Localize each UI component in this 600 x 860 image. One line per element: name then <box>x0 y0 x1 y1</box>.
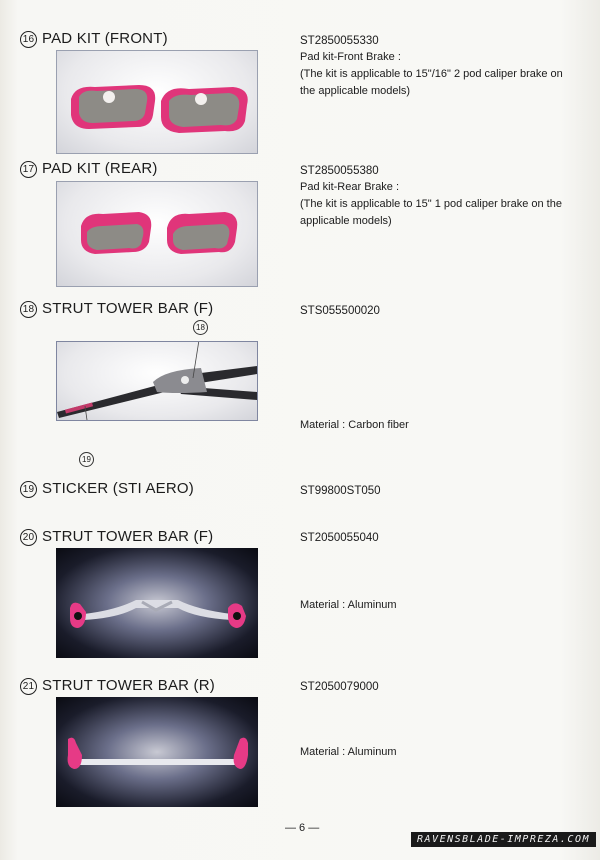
material-note: Material : Aluminum <box>300 599 397 611</box>
item-number: 21 <box>20 678 37 695</box>
strut-bar-image <box>68 738 248 769</box>
aluminum-rear-strut-bar-photo <box>56 697 258 807</box>
item-number: 16 <box>20 31 37 48</box>
item-number: 20 <box>20 529 37 546</box>
aluminum-front-strut-bar-photo <box>56 548 258 658</box>
description-line: (The kit is applicable to 15" 1 pod caliper brake on the <box>300 198 562 210</box>
item-heading-strut-tower-bar-carbon <box>20 300 213 318</box>
strut-bar-image <box>70 600 246 628</box>
brake-pad-image <box>167 212 237 254</box>
item-title: PAD KIT (FRONT) <box>42 30 168 47</box>
description-line: applicable models) <box>300 215 392 227</box>
part-number: ST2850055380 <box>300 165 379 177</box>
item-number: 19 <box>20 481 37 498</box>
brake-pad-image <box>81 212 151 254</box>
item-heading-strut-tower-bar-rear <box>20 677 215 695</box>
item-description <box>300 49 585 100</box>
description-line: Pad kit-Rear Brake : <box>300 181 400 193</box>
material-note: Material : Carbon fiber <box>300 419 409 431</box>
part-number: ST2850055330 <box>300 35 379 47</box>
item-heading-pad-kit-front <box>20 30 168 48</box>
item-heading-sticker <box>20 480 194 498</box>
part-number: ST99800ST050 <box>300 485 381 497</box>
callout-marker: 18 <box>193 320 208 335</box>
item-number: 17 <box>20 161 37 178</box>
description-line: the applicable models) <box>300 85 411 97</box>
strut-bar-image <box>57 366 257 418</box>
item-title: STRUT TOWER BAR (F) <box>42 300 214 317</box>
item-heading-strut-tower-bar-front <box>20 528 213 546</box>
item-title: PAD KIT (REAR) <box>42 160 158 177</box>
description-line: Pad kit-Front Brake : <box>300 51 401 63</box>
part-number: ST2050079000 <box>300 681 379 693</box>
brake-pad-image <box>161 87 248 133</box>
callout-marker: 19 <box>79 452 94 467</box>
page-number: — 6 — <box>285 822 320 834</box>
item-title: STICKER (STI AERO) <box>42 480 194 497</box>
material-note: Material : Aluminum <box>300 746 397 758</box>
carbon-strut-bar-photo <box>56 341 258 421</box>
part-number: STS055500020 <box>300 305 380 317</box>
description-line: (The kit is applicable to 15"/16" 2 pod caliper brake on <box>300 68 563 80</box>
item-number: 18 <box>20 301 37 318</box>
item-title: STRUT TOWER BAR (F) <box>42 528 214 545</box>
pad-kit-front-photo <box>56 50 258 154</box>
item-title: STRUT TOWER BAR (R) <box>42 677 215 694</box>
item-description <box>300 179 585 230</box>
part-number: ST2050055040 <box>300 532 379 544</box>
item-heading-pad-kit-rear <box>20 160 158 178</box>
brake-pad-image <box>71 85 155 129</box>
watermark: RAVENSBLADE-IMPREZA.COM <box>411 832 596 847</box>
pad-kit-rear-photo <box>56 181 258 287</box>
